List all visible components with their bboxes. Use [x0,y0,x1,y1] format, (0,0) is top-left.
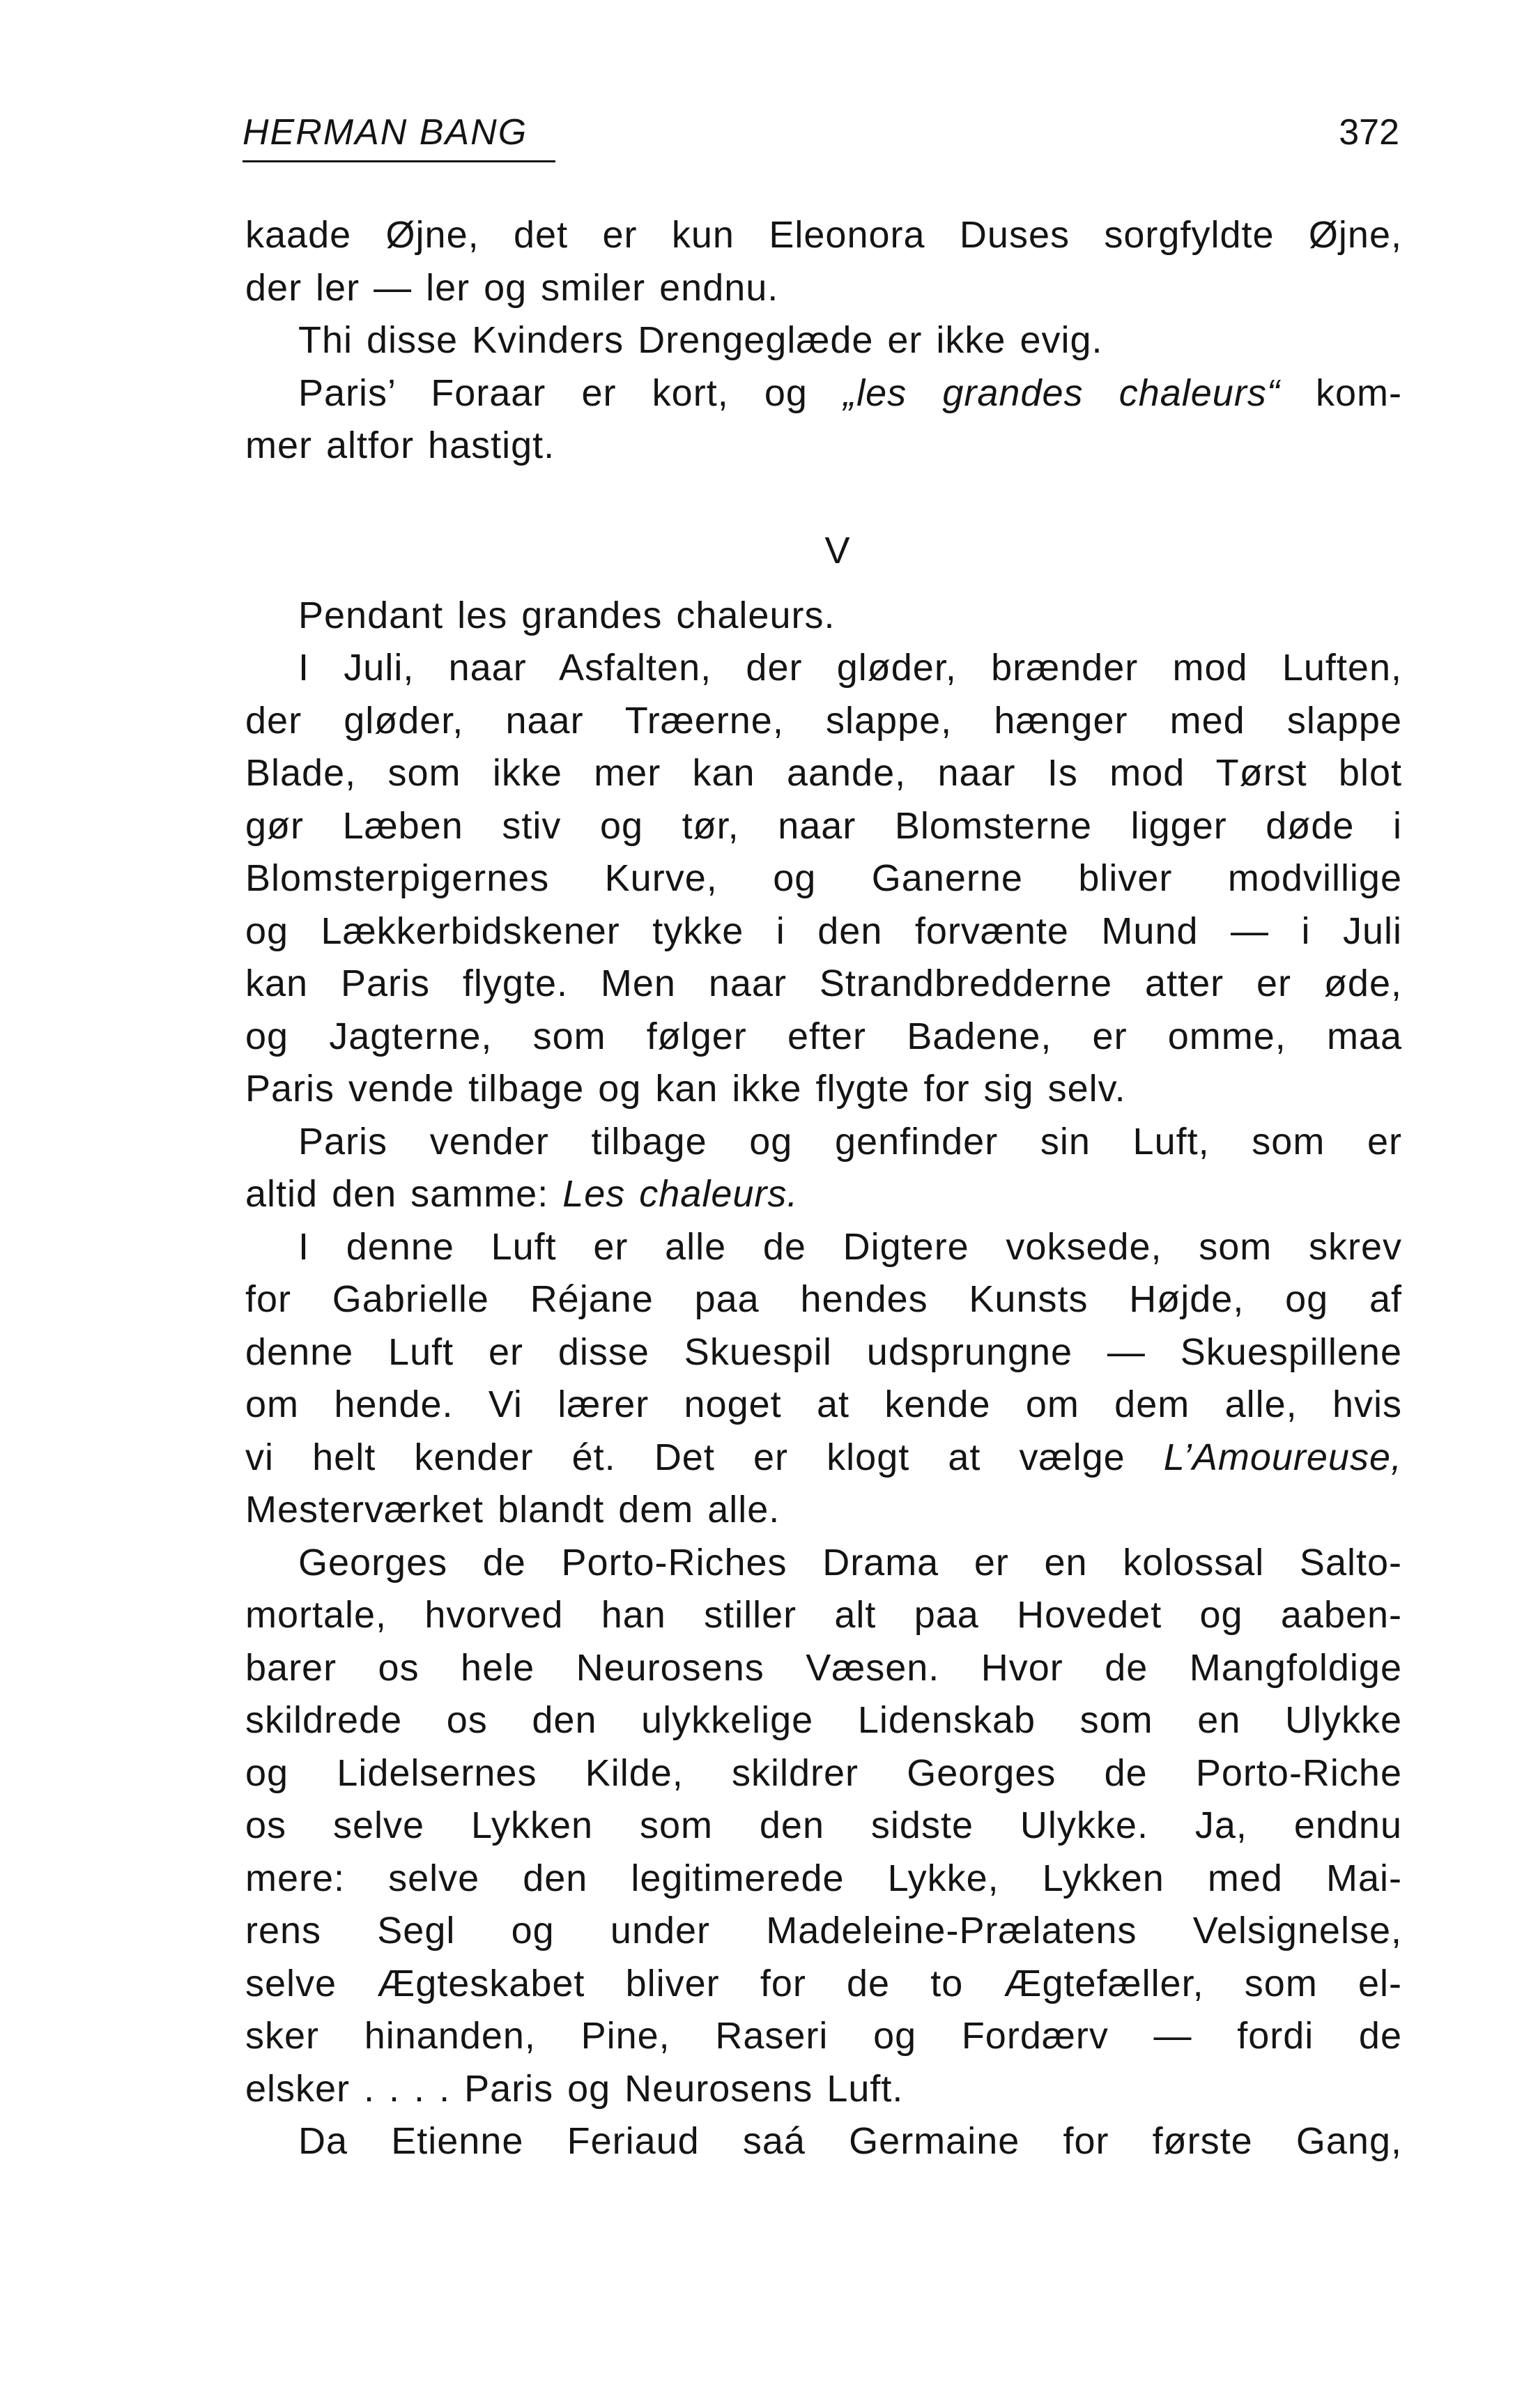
text-line: Mesterværket blandt dem alle. [245,1489,780,1531]
text-line: Da Etienne Feriaud saá Germaine for første Gang, [298,2120,1402,2162]
text-line: sker hinanden, Pine, Raseri og Fordærv — fordi de [245,2015,1402,2057]
italic-phrase: L’Amoureuse, [1163,1436,1402,1478]
text-line: Paris vende tilbage og kan ikke flygte for sig selv. [245,1068,1126,1110]
text-line [245,367,1402,420]
text-line: Thi disse Kvinders Drengeglæde er ikke evig. [298,319,1103,361]
page-number: 372 [1339,112,1399,153]
text-line: barer os hele Neurosens Væsen. Hvor de Mangfoldige [245,1646,1402,1689]
text-line: denne Luft er disse Skuespil udsprungne — Skuespillene [245,1330,1402,1373]
text-line: rens Segl og under Madeleine-Prælatens Velsignelse, [245,1910,1402,1951]
text-line: og Jagterne, som følger efter Badene, er omme, maa [245,1015,1402,1057]
page-header [243,105,1399,160]
text-line: mortale, hvorved han stiller alt paa Hovedet og aaben- [245,1594,1402,1636]
text-run: Paris’ Foraar er kort, og [298,371,844,414]
text-line: for Gabrielle Réjane paa hendes Kunsts Højde, og af [245,1278,1402,1320]
text-line: Paris vender tilbage og genfinder sin Luft, som er [298,1120,1402,1163]
text-run: vi helt kender ét. Det er klogt at vælge [245,1436,1164,1478]
text-line: mer altfor hastigt. [245,424,555,466]
text-line: gør Læben stiv og tør, naar Blomsterne ligger døde i [245,804,1402,847]
text-line: kaade Øjne, det er kun Eleonora Duses sorgfyldte Øjne, [245,214,1402,256]
text-line: Blade, som ikke mer kan aande, naar Is mod Tørst blot [245,752,1402,794]
text-line: selve Ægteskabet bliver for de to Ægtefæller, som el- [245,1962,1402,2004]
text-line: Georges de Porto-Riches Drama er en kolossal Salto- [298,1541,1402,1583]
text-line: der gløder, naar Træerne, slappe, hænger med slappe [245,699,1402,742]
text-line: os selve Lykken som den sidste Ulykke. Ja, endnu [245,1804,1402,1846]
text-line: Pendant les grandes chaleurs. [298,594,836,636]
text-line: elsker . . . . Paris og Neurosens Luft. [245,2067,904,2110]
text-line: mere: selve den legitimerede Lykke, Lykken med Mai- [245,1857,1402,1899]
text-line: om hende. Vi lærer noget at kende om dem alle, hvis [245,1383,1402,1425]
running-title: HERMAN BANG [243,105,555,162]
text-line [245,1432,1402,1485]
italic-phrase: „les grandes chaleurs“ [843,371,1280,414]
text-line [245,1168,1402,1221]
text-line: og Lidelsernes Kilde, skildrer Georges de Porto-Riche [245,1751,1402,1794]
text-run: kom- [1279,371,1402,414]
italic-phrase: Les chaleurs. [562,1173,799,1215]
text-line: Blomsterpigernes Kurve, og Ganerne bliver modvillige [245,857,1402,899]
text-line: I Juli, naar Asfalten, der gløder, brænder mod Luften, [298,647,1402,689]
text-line: der ler — ler og smiler endnu. [245,266,779,309]
text-line: skildrede os den ulykkelige Lidenskab som en Ulykke [245,1699,1402,1741]
text-line: kan Paris flygte. Men naar Strandbredderne atter er øde, [245,963,1402,1004]
text-line: og Lækkerbidskener tykke i den forvænte Mund — i Juli [245,910,1402,952]
text-run: altid den samme: [245,1173,563,1215]
section-number: V [824,530,851,572]
text-line: I denne Luft er alle de Digtere voksede, som skrev [298,1225,1402,1268]
body-text [245,209,1402,2168]
